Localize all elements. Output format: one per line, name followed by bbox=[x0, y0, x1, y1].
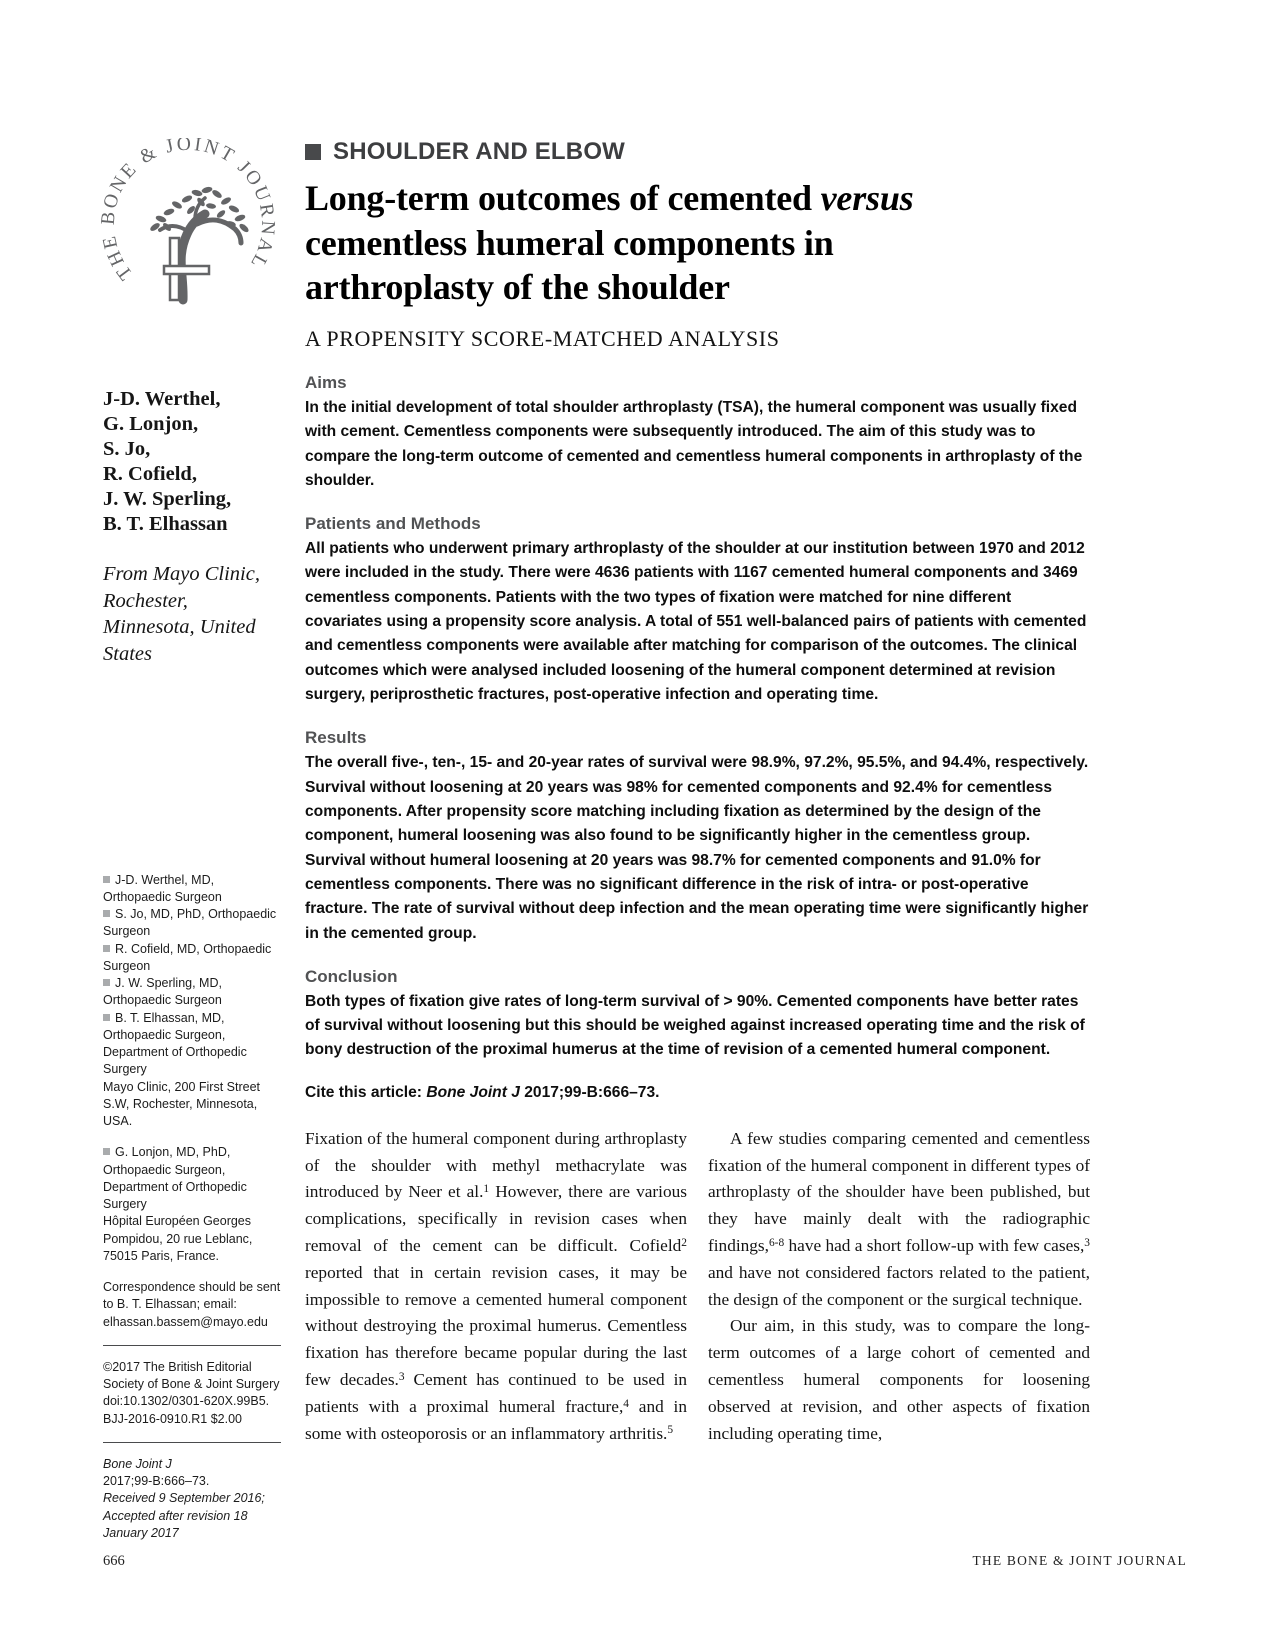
footnote-author-text: J-D. Werthel, MD, Orthopaedic Surgeon bbox=[103, 872, 222, 904]
footnote-block-mayo bbox=[103, 872, 283, 1131]
body-columns bbox=[305, 1126, 1090, 1448]
abstract bbox=[305, 373, 1090, 1102]
footnote-author bbox=[103, 975, 283, 1010]
author-name: R. Cofield, bbox=[103, 463, 197, 485]
journal-logo-icon bbox=[95, 138, 281, 326]
doi-line: doi:10.1302/0301-620X.99B5. bbox=[103, 1394, 270, 1409]
abstract-heading-aims: Aims bbox=[305, 372, 347, 392]
copyright-block bbox=[103, 1359, 283, 1428]
footnote-address: Hôpital Européen Georges Pompidou, 20 rue Leblanc, 75015 Paris, France. bbox=[103, 1214, 253, 1263]
body-paragraph: Fixation of the humeral component during arthroplasty of the shoulder with methyl methacrylate was introduced by Neer et al.$^1$ However, there are various complications, specifically in revision cases when removal of the cement can be difficult. Cofield$^2$ reported that in certain revision cases, it may be impossible to remove a cemented humeral component without destroying the proximal humerus. Cementless fixation has therefore became popular during the last few decades.$^3$ Cement has continued to be used in patients with a proximal humeral fracture,$^4$ and in some with osteoporosis or an inflammatory arthritis.$^5$ bbox=[305, 1128, 688, 1443]
square-bullet-icon bbox=[103, 945, 110, 952]
section-label: SHOULDER AND ELBOW bbox=[333, 138, 626, 165]
author-list bbox=[103, 387, 305, 537]
main-column bbox=[305, 138, 1090, 1556]
square-bullet-icon bbox=[103, 1148, 110, 1155]
body-column-right bbox=[708, 1126, 1090, 1448]
abstract-conclusion-text: Both types of fixation give rates of long-term survival of > 90%. Cemented components have better rates of survival without loosening but this should be weighed against increased operating time and the risk of bony destruction of the proximal humerus at the time of revision of a cemented humeral component. bbox=[305, 992, 1085, 1059]
square-bullet-icon bbox=[103, 876, 110, 883]
author-footnotes bbox=[103, 872, 283, 1543]
affiliation-note: From Mayo Clinic, Rochester, Minnesota, United States bbox=[103, 563, 260, 665]
abstract-results-text: The overall five-, ten-, 15- and 20-year rates of survival were 98.9%, 97.2%, 95.5%, and 94.4%, respectively. Survival without loosening at 20 years was 98% for cemented components and 92.4% for cementless components. After propensity score matching including fixation as determined by the design of the component, humeral loosening was also found to be significantly higher in the cementless group. Survival without humeral loosening at 20 years was 98.7% for cemented components and 91.0% for cementless components. There was no significant difference in the risk of intra- or post-operative fracture. The rate of survival without deep infection and the mean operating time were significantly higher in the cemented group. bbox=[305, 754, 1089, 942]
footer-journal-name: THE BONE & JOINT JOURNAL bbox=[972, 1553, 1187, 1568]
logo-arc-text: THE BONE & JOINT JOURNAL bbox=[97, 138, 279, 284]
rail-divider bbox=[103, 1442, 281, 1443]
abstract-aims-text: In the initial development of total shoulder arthroplasty (TSA), the humeral component was usually fixed with cement. Cementless components were subsequently introduced. The aim of this study was to compare the long-term outcome of cemented and cementless humeral components in arthroplasty of the shoulder. bbox=[305, 398, 1083, 489]
cite-this-article: Cite this article: Bone Joint J 2017;99-B:666–73. bbox=[305, 1083, 660, 1101]
page-content bbox=[97, 138, 1187, 1556]
journal-logo bbox=[95, 138, 305, 331]
copyright-text: ©2017 The British Editorial Society of Bone & Joint Surgery bbox=[103, 1359, 280, 1392]
logo-tree-icon bbox=[149, 186, 250, 300]
footnote-author-text: S. Jo, MD, PhD, Orthopaedic Surgeon bbox=[103, 907, 277, 939]
correspondence-note: Correspondence should be sent to B. T. Elhassan; email: elhassan.bassem@mayo.edu bbox=[103, 1280, 281, 1329]
abstract-heading-methods: Patients and Methods bbox=[305, 514, 481, 534]
footnote-author bbox=[103, 1010, 283, 1079]
rail-divider bbox=[103, 1345, 281, 1346]
article-subtitle: A PROPENSITY SCORE-MATCHED ANALYSIS bbox=[305, 325, 780, 351]
square-bullet-icon bbox=[103, 910, 110, 917]
author-name: J-D. Werthel, bbox=[103, 388, 221, 410]
accepted-date: Accepted after revision 18 January 2017 bbox=[103, 1508, 248, 1540]
footnote-author bbox=[103, 1144, 283, 1213]
footnote-author-text: J. W. Sperling, MD, Orthopaedic Surgeon bbox=[103, 976, 222, 1008]
square-bullet-icon bbox=[103, 1014, 110, 1021]
section-header bbox=[305, 138, 1090, 166]
body-paragraph: A few studies comparing cemented and cementless fixation of the humeral component in different types of arthroplasty of the shoulder have been published, but they have mainly dealt with the radiographic findings,$^{6-8}$ have had a short follow-up with few cases,$^3$ and have not considered factors related to the patient, the design of the component or the surgical technique. bbox=[708, 1128, 1090, 1309]
footnote-author-text: B. T. Elhassan, MD, Orthopaedic Surgeon, Department of Orthopedic Surgery bbox=[103, 1010, 247, 1077]
abstract-heading-conclusion: Conclusion bbox=[305, 966, 398, 986]
body-paragraph: Our aim, in this study, was to compare the long-term outcomes of a large cohort of cemented and cementless humeral components for loosening observed at revision, and other aspects of fixation including operating time, bbox=[708, 1316, 1090, 1443]
citation-block bbox=[103, 1456, 283, 1542]
abstract-heading-results: Results bbox=[305, 728, 367, 748]
page-footer bbox=[103, 1553, 1187, 1570]
author-name: S. Jo, bbox=[103, 438, 151, 460]
journal-ref-title: Bone Joint J bbox=[103, 1456, 172, 1471]
footnote-author-text: R. Cofield, MD, Orthopaedic Surgeon bbox=[103, 941, 272, 973]
body-column-left bbox=[305, 1126, 687, 1448]
journal-ref-volume: 2017;99-B:666–73. bbox=[103, 1474, 210, 1489]
footnote-block-paris bbox=[103, 1144, 283, 1265]
page-number: 666 bbox=[103, 1553, 125, 1569]
received-date: Received 9 September 2016; bbox=[103, 1491, 265, 1506]
author-name: G. Lonjon, bbox=[103, 413, 199, 435]
footnote-author bbox=[103, 941, 283, 976]
abstract-methods-text: All patients who underwent primary arthroplasty of the shoulder at our institution between 1970 and 2012 were included in the study. There were 4636 patients with 1167 cemented humeral components and 3469 cementless components. Patients with the two types of fixation were matched for nine different covariates using a propensity score analysis. A total of 551 well-balanced pairs of patients with cemented and cementless components were available after matching for comparison of the outcomes. The clinical outcomes which were analysed included loosening of the humeral component determined at revision surgery, periprosthetic fractures, post-operative infection and operating time. bbox=[305, 540, 1087, 703]
left-rail bbox=[97, 138, 305, 1556]
footnote-author bbox=[103, 872, 283, 907]
square-bullet-icon bbox=[103, 979, 110, 986]
footnote-author bbox=[103, 906, 283, 941]
article-title: Long-term outcomes of cemented versus cementless humeral components in arthroplasty of the shoulder bbox=[305, 178, 914, 308]
footnote-address: Mayo Clinic, 200 First Street S.W, Rochester, Minnesota, USA. bbox=[103, 1079, 260, 1129]
doi-line: BJJ-2016-0910.R1 $2.00 bbox=[103, 1411, 242, 1426]
section-square-icon bbox=[305, 144, 321, 160]
author-name: J. W. Sperling, bbox=[103, 488, 232, 510]
author-name: B. T. Elhassan bbox=[103, 513, 228, 535]
footnote-author-text: G. Lonjon, MD, PhD, Orthopaedic Surgeon, Department of Orthopedic Surgery bbox=[103, 1145, 247, 1212]
